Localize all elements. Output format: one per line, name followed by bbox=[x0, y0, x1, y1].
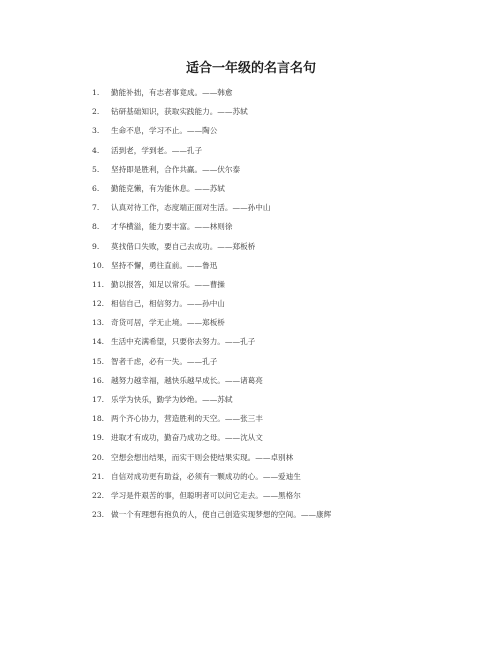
quote-text: 勤能克懒，有为能休息。——苏轼 bbox=[111, 183, 225, 193]
quote-number: 23. bbox=[92, 510, 105, 520]
quote-number: 9. bbox=[92, 241, 100, 251]
quote-text: 莫找借口失败，要自己去成功。——郑板桥 bbox=[111, 241, 256, 251]
quote-number: 22. bbox=[92, 490, 105, 500]
quote-text: 坚持即是胜利，合作共赢。——伏尔泰 bbox=[111, 164, 241, 174]
quote-text: 越努力越幸福，越快乐越早成长。——诸葛亮 bbox=[111, 375, 263, 385]
quote-text: 进取才有成功，勤奋乃成功之母。——沈从文 bbox=[111, 433, 263, 443]
quote-item bbox=[92, 375, 492, 394]
quote-text: 两个齐心协力，营造胜利的天空。——张三丰 bbox=[111, 414, 263, 424]
quote-number: 11. bbox=[92, 279, 105, 289]
quote-text: 活到老，学到老。——孔子 bbox=[111, 145, 203, 155]
quote-item bbox=[92, 145, 492, 164]
quote-text: 认真对待工作，态度端正面对生活。——孙中山 bbox=[111, 203, 271, 213]
quote-number: 14. bbox=[92, 337, 105, 347]
quote-item bbox=[92, 221, 492, 240]
quote-number: 21. bbox=[92, 471, 105, 481]
quote-text: 智者千虑，必有一失。——孔子 bbox=[111, 356, 218, 366]
quote-text: 学习是件艰苦的事，但聪明者可以问它走去。——黑格尔 bbox=[111, 490, 301, 500]
quote-text: 做一个有理想有抱负的人，使自己创造实现梦想的空间。——康辉 bbox=[111, 510, 332, 520]
quote-number: 13. bbox=[92, 318, 105, 328]
quote-number: 5. bbox=[92, 164, 100, 174]
quote-number: 17. bbox=[92, 395, 105, 404]
quote-item bbox=[92, 432, 492, 451]
quote-item bbox=[92, 298, 492, 317]
quote-number: 19. bbox=[92, 433, 105, 443]
quote-text: 相信自己，相信努力。——孙中山 bbox=[111, 299, 225, 309]
quote-text: 钻研基础知识，获取实践能力。——苏轼 bbox=[111, 107, 248, 117]
quote-item bbox=[92, 317, 492, 336]
quote-text: 乐学为快乐，勤学为妙绝。——苏轼 bbox=[111, 395, 233, 404]
quote-text: 生活中充满希望，只要你去努力。——孔子 bbox=[111, 337, 256, 347]
quote-item bbox=[92, 260, 492, 279]
quote-number: 18. bbox=[92, 414, 105, 424]
quote-number: 2. bbox=[92, 107, 100, 117]
quote-text: 才华横溢，能力要丰富。——林则徐 bbox=[111, 222, 233, 232]
quote-text: 生命不息，学习不止。——陶公 bbox=[111, 126, 218, 136]
quote-item bbox=[92, 164, 492, 183]
quote-number: 15. bbox=[92, 356, 105, 366]
quote-text: 自信对成功更有助益，必须有一颗成功的心。——爱迪生 bbox=[111, 471, 301, 481]
quote-item bbox=[92, 490, 492, 509]
quote-number: 16. bbox=[92, 375, 105, 385]
quote-item bbox=[92, 394, 492, 413]
quote-text: 勤以报答，知足以常乐。——曹操 bbox=[111, 279, 225, 289]
quote-item bbox=[92, 125, 492, 144]
quote-number: 1. bbox=[92, 88, 100, 97]
quote-item bbox=[92, 183, 492, 202]
quote-item bbox=[92, 87, 492, 106]
quote-text: 勤能补拙，有志者事竟成。——韩愈 bbox=[111, 88, 233, 97]
quote-number: 20. bbox=[92, 452, 105, 462]
quote-text: 空想会想出结果，而实干则会使结果实现。——卓别林 bbox=[111, 452, 294, 462]
quote-list bbox=[92, 87, 492, 528]
quote-item bbox=[92, 241, 492, 260]
quote-number: 3. bbox=[92, 126, 100, 136]
quote-item bbox=[92, 413, 492, 432]
quote-text: 奇货可居，学无止境。——郑板桥 bbox=[111, 318, 225, 328]
quote-number: 6. bbox=[92, 183, 100, 193]
quote-item bbox=[92, 509, 492, 528]
quote-text: 坚持不懈，勇往直前。——鲁迅 bbox=[111, 260, 218, 270]
document-title: 适合一年级的名言名句 bbox=[185, 61, 316, 76]
quote-item bbox=[92, 106, 492, 125]
quote-number: 4. bbox=[92, 145, 100, 155]
quote-number: 8. bbox=[92, 222, 100, 232]
quote-item bbox=[92, 279, 492, 298]
quote-number: 7. bbox=[92, 203, 100, 213]
quote-item bbox=[92, 471, 492, 490]
quote-item bbox=[92, 452, 492, 471]
quote-number: 12. bbox=[92, 299, 105, 309]
quote-item bbox=[92, 202, 492, 221]
quote-item bbox=[92, 336, 492, 355]
quote-number: 10. bbox=[92, 260, 105, 270]
quote-item bbox=[92, 356, 492, 375]
